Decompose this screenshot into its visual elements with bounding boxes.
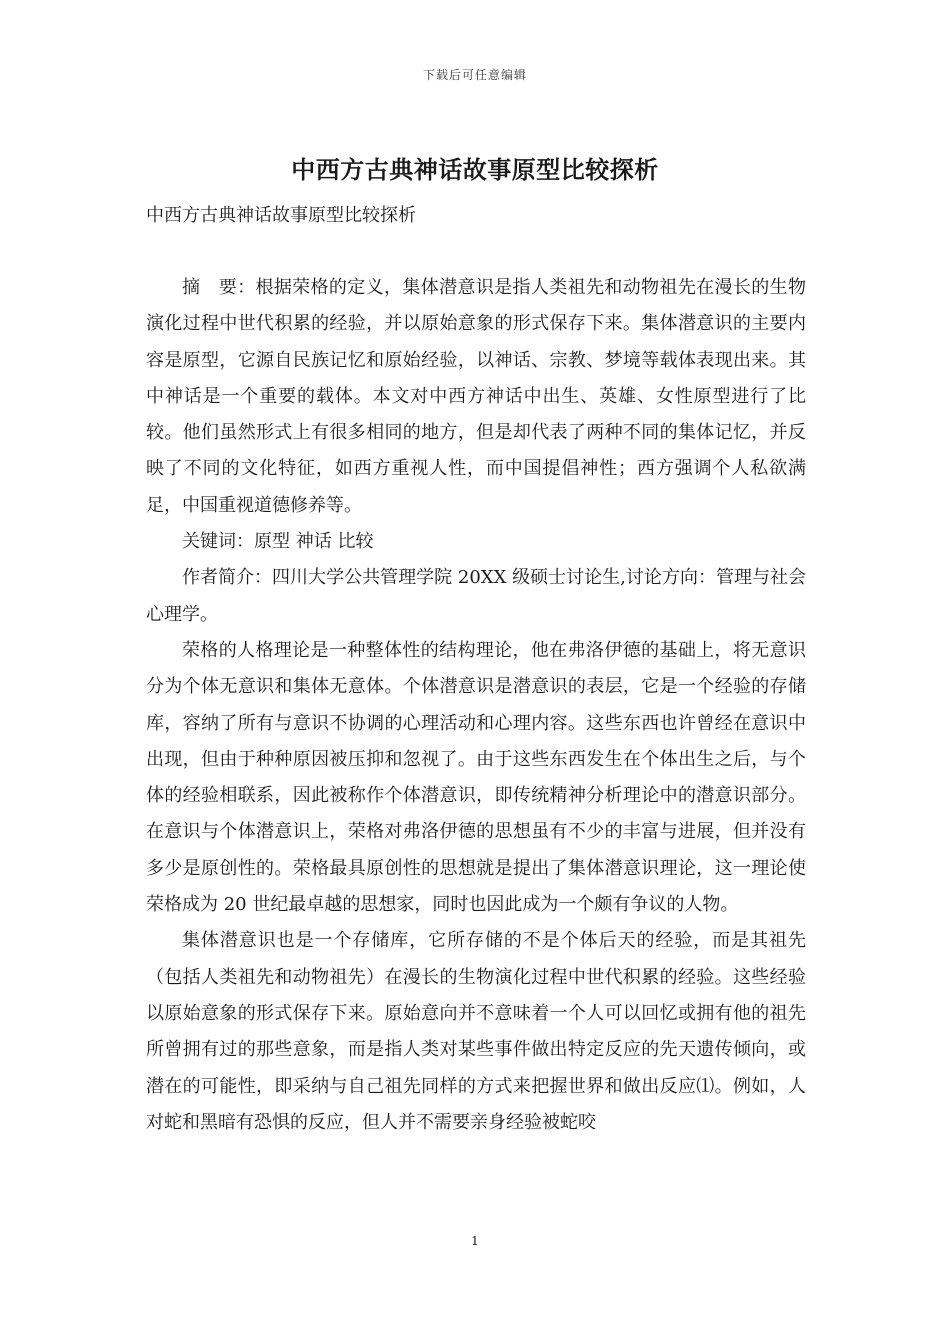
keywords-line: 关键词：原型 神话 比较: [182, 531, 374, 553]
document-subtitle: 中西方古典神话故事原型比较探析: [146, 205, 416, 226]
body-text: [146, 270, 806, 1141]
document-title: 中西方古典神话故事原型比较探析: [291, 155, 659, 184]
body-paragraph-1: 荣格的人格理论是一种整体性的结构理论，他在弗洛伊德的基础上，将无意识分为个体无意识和集体无意体。个体潜意识是潜意识的表层，它是一个经验的存储库，容纳了所有与意识不协调的心理活动和心理内容。这些东西也许曾经在意识中出现，但由于种种原因被压抑和忽视了。由于这些东西发生在个体出生之后，与个体的经验相联系，因此被称作个体潜意识，即传统精神分析理论中的潜意识部分。在意识与个体潜意识上，荣格对弗洛伊德的思想虽有不少的丰富与进展，但并没有多少是原创性的。荣格最具原创性的思想就是提出了集体潜意识理论，这一理论使荣格成为 20 世纪最卓越的思想家，同时也因此成为一个颇有争议的人物。: [146, 639, 806, 916]
page-number: 1: [471, 1234, 479, 1248]
author-intro: 作者简介：四川大学公共管理学院 20XX 级硕士讨论生,讨论方向：管理与社会心理学。: [146, 567, 806, 625]
header-note: 下载后可任意编辑: [422, 68, 527, 82]
abstract-paragraph: 摘 要：根据荣格的定义，集体潜意识是指人类祖先和动物祖先在漫长的生物演化过程中世代积累的经验，并以原始意象的形式保存下来。集体潜意识的主要内容是原型，它源自民族记忆和原始经验，以神话、宗教、梦境等载体表现出来。其中神话是一个重要的载体。本文对中西方神话中出生、英雄、女性原型进行了比较。他们虽然形式上有很多相同的地方，但是却代表了两种不同的集体记忆，并反映了不同的文化特征，如西方重视人性，而中国提倡神性；西方强调个人私欲满足，中国重视道德修养等。: [146, 277, 806, 516]
body-paragraph-2: 集体潜意识也是一个存储库，它所存储的不是个体后天的经验，而是其祖先（包括人类祖先和动物祖先）在漫长的生物演化过程中世代积累的经验。这些经验以原始意象的形式保存下来。原始意向并不意味着一个人可以回忆或拥有他的祖先所曾拥有过的那些意象，而是指人类对某些事件做出特定反应的先天遗传倾向，或潜在的可能性，即采纳与自己祖先同样的方式来把握世界和做出反应⑴。例如，人对蛇和黑暗有恐惧的反应，但人并不需要亲身经验被蛇咬: [146, 930, 806, 1133]
